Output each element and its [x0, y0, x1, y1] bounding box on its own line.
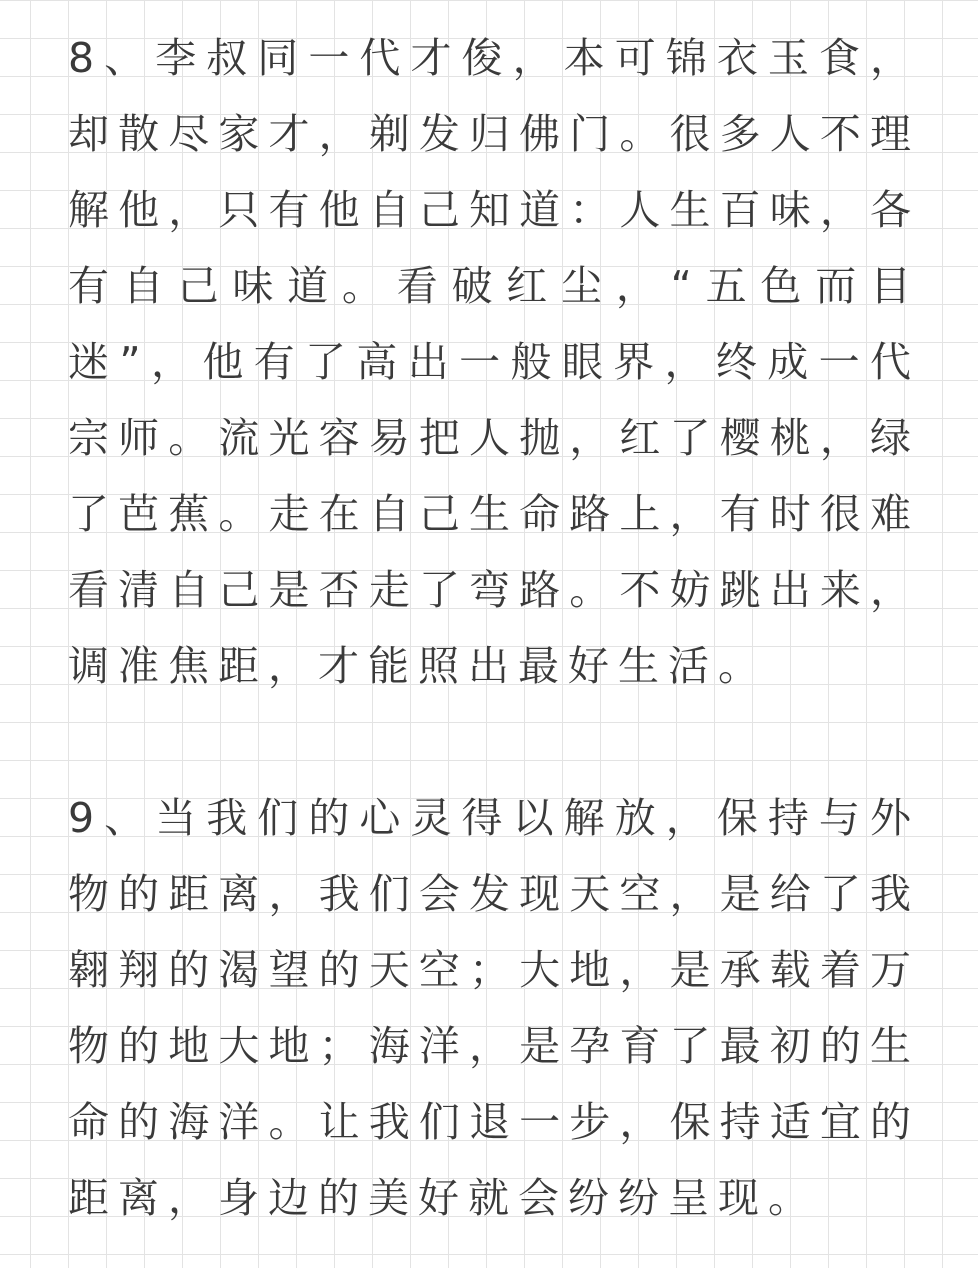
- article-body: [68, 20, 920, 1236]
- paragraph-9: 9、当我们的心灵得以解放，保持与外物的距离，我们会发现天空，是给了我翱翔的渴望的天空；大地，是承载着万物的地大地；海洋，是孕育了最初的生命的海洋。让我们退一步，保持适宜的距离，身边的美好就会纷纷呈现。: [68, 794, 920, 1222]
- paragraph-8: 8、李叔同一代才俊，本可锦衣玉食，却散尽家才，剃发归佛门。很多人不理解他，只有他自己知道：人生百味，各有自己味道。看破红尘，“五色而目迷”，他有了高出一般眼界，终成一代宗师。流光容易把人抛，红了樱桃，绿了芭蕉。走在自己生命路上，有时很难看清自己是否走了弯路。不妨跳出来，调准焦距，才能照出最好生活。: [68, 34, 920, 690]
